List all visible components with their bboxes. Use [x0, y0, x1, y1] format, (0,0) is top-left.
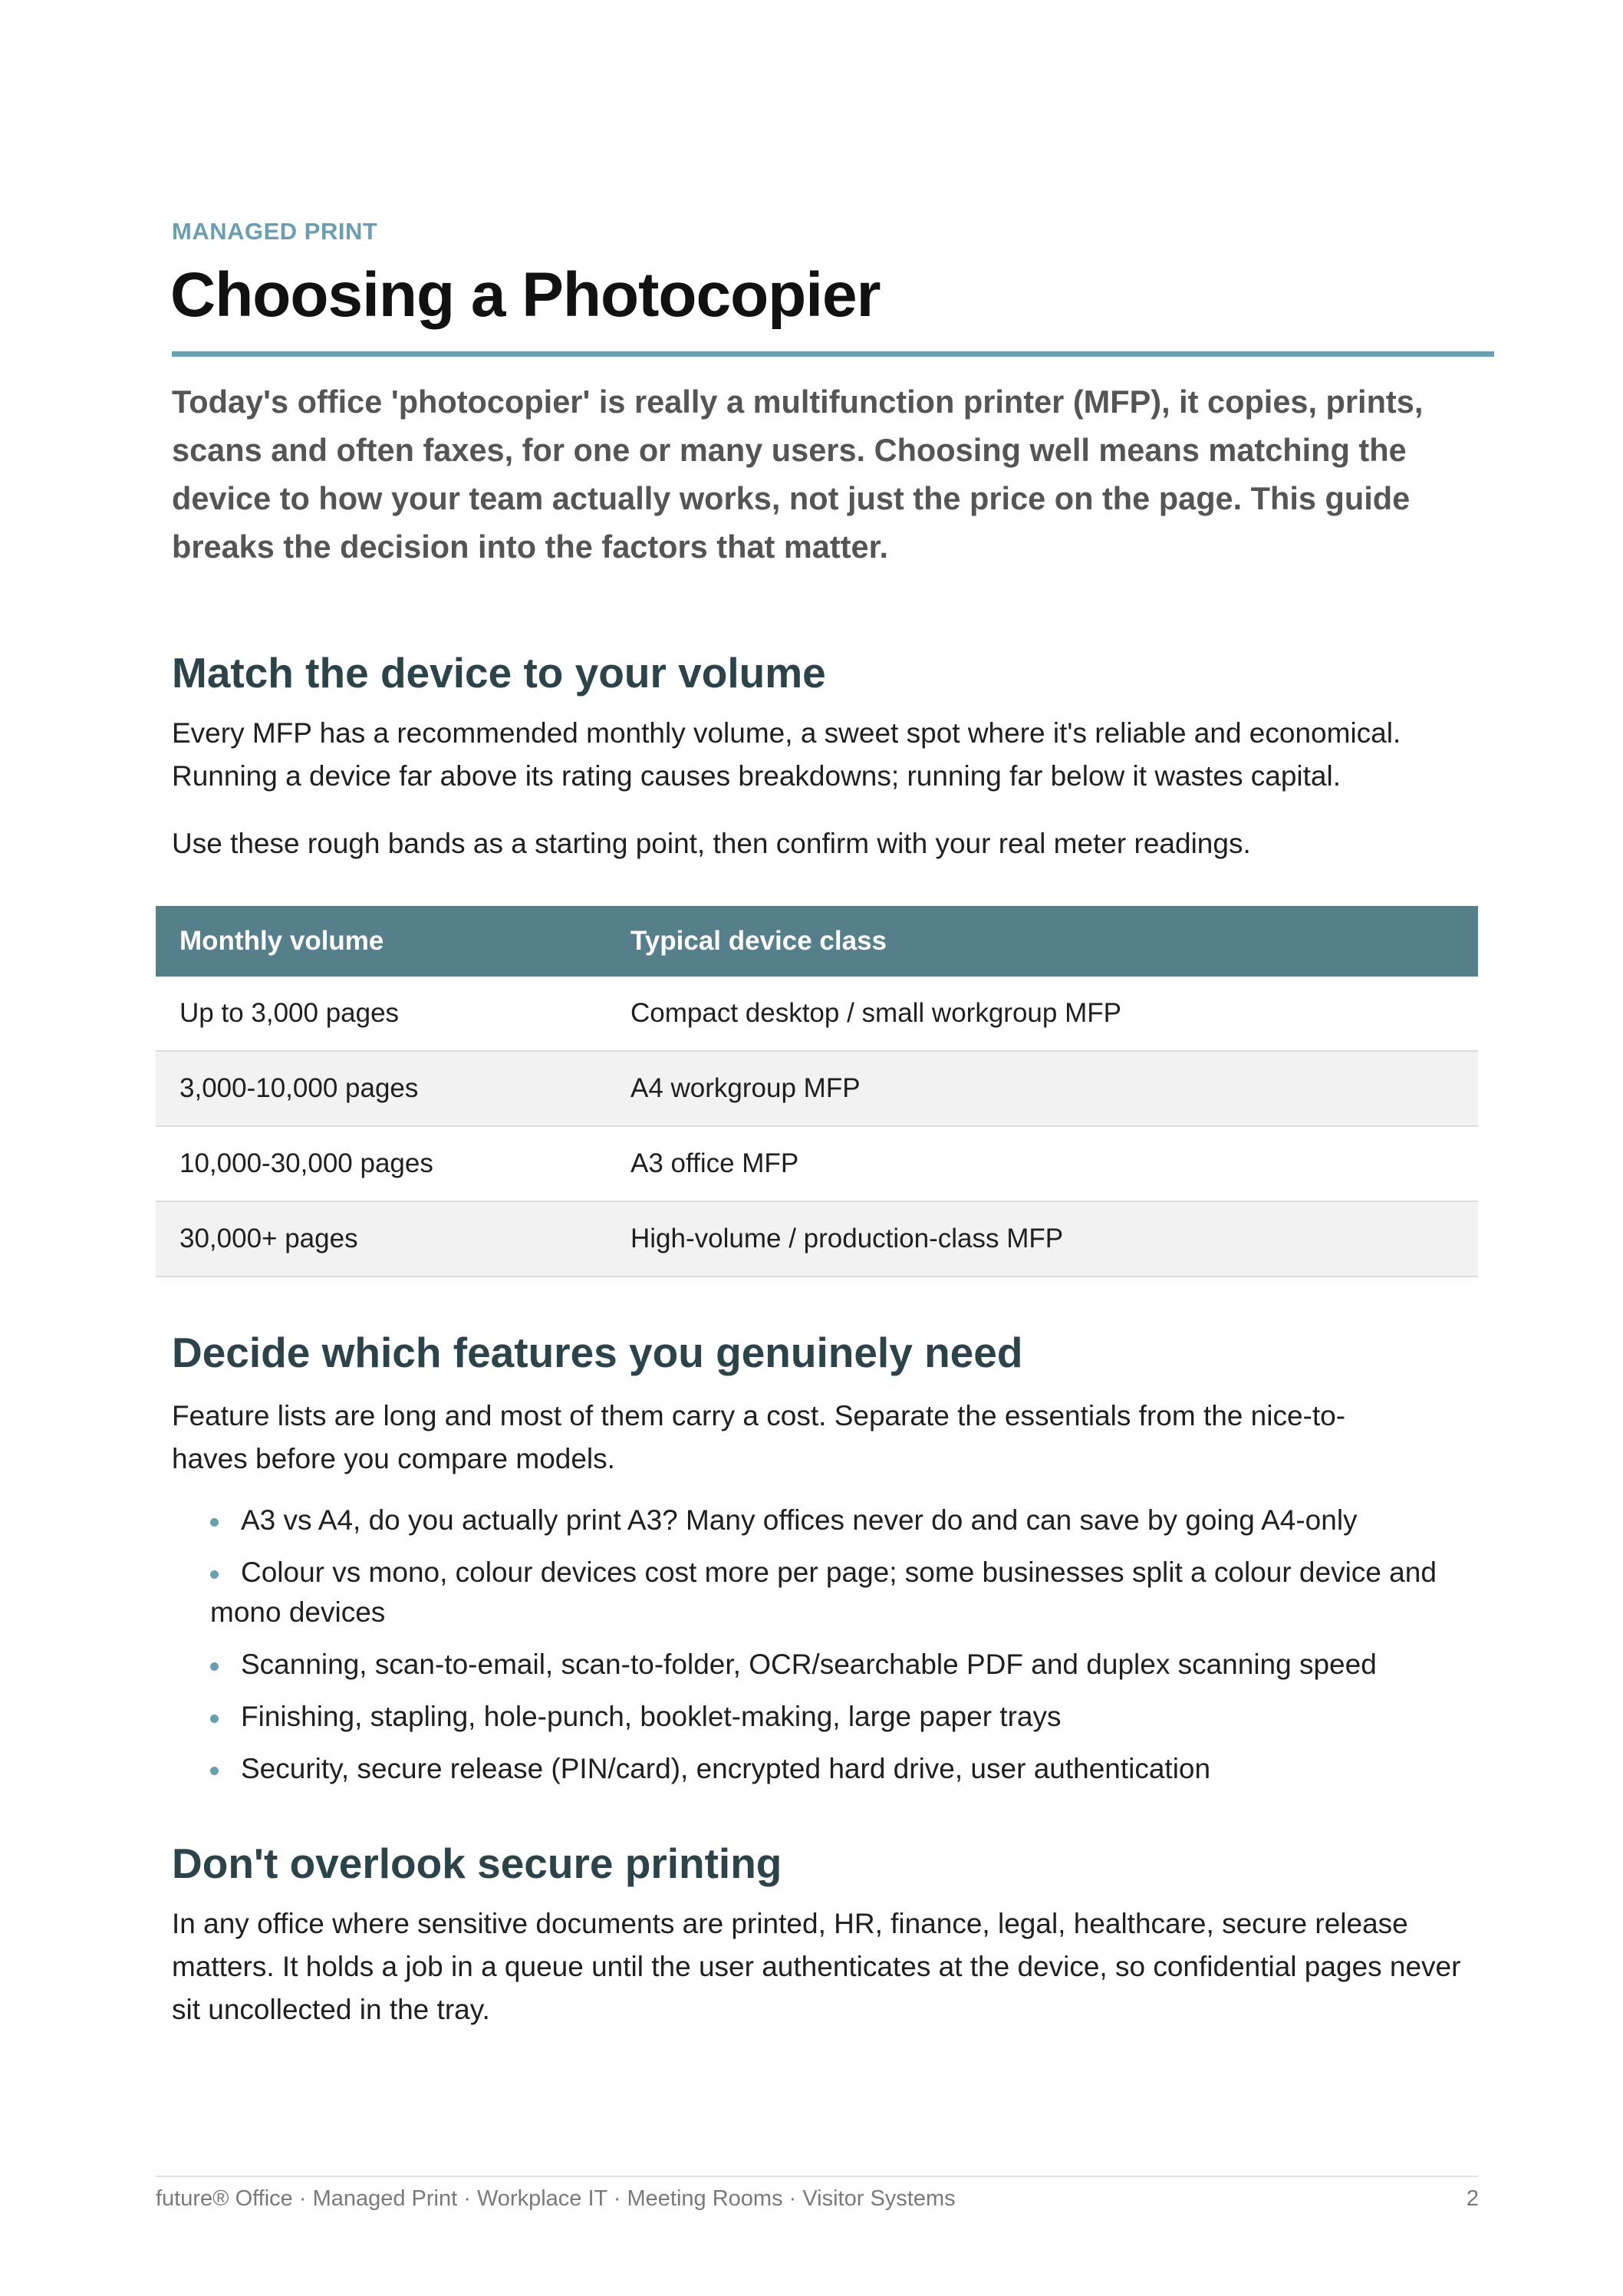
table-row [156, 1126, 1478, 1201]
table-row [156, 1051, 1478, 1126]
list-item [172, 1697, 1491, 1737]
heading-volume: Match the device to your volume [172, 649, 826, 697]
volume-table [156, 906, 1478, 1277]
volume-paragraph-2: Use these rough bands as a starting point, then confirm with your real meter readings. [172, 828, 1251, 859]
features-paragraph: Feature lists are long and most of them carry a cost. Separate the essentials from the nice-to-haves before you compare models. [172, 1400, 1346, 1474]
bullet-dot-icon [210, 1518, 219, 1527]
list-item [172, 1500, 1491, 1540]
secure-paragraph: In any office where sensitive documents are printed, HR, finance, legal, healthcare, secure release matters. It holds a job in a queue until the user authenticates at the device, so confidential pages never sit uncollected in the tray. [172, 1908, 1461, 2025]
footer-divider [156, 2176, 1478, 2177]
list-item-text: Security, secure release (PIN/card), encrypted hard drive, user authentication [241, 1753, 1211, 1784]
list-item-text: A3 vs A4, do you actually print A3? Many offices never do and can save by going A4-only [241, 1504, 1358, 1536]
list-item [172, 1645, 1491, 1685]
page-number: 2 [1466, 2186, 1479, 2211]
table-cell: A3 office MFP [607, 1126, 1478, 1201]
table-cell: 3,000-10,000 pages [156, 1051, 607, 1126]
table-header-row [156, 906, 1478, 977]
section-eyebrow: MANAGED PRINT [172, 218, 378, 245]
list-item-text: Finishing, stapling, hole-punch, booklet-making, large paper trays [241, 1701, 1062, 1732]
intro-paragraph: Today's office 'photocopier' is really a multifunction printer (MFP), it copies, prints, scans and often faxes, for one or many users. Choosing well means matching the device to how your team actually works, not just the price on the page. This guide breaks the decision into the factors that matter. [172, 384, 1424, 565]
table-cell: 30,000+ pages [156, 1201, 607, 1276]
table-row [156, 977, 1478, 1051]
table-cell: 10,000-30,000 pages [156, 1126, 607, 1201]
list-item-text: Colour vs mono, colour devices cost more per page; some businesses split a colour device and mono devices [210, 1556, 1437, 1628]
title-divider [172, 351, 1494, 357]
table-cell: Up to 3,000 pages [156, 977, 607, 1051]
footer-text: future® Office · Managed Print · Workplace IT · Meeting Rooms · Visitor Systems [156, 2186, 956, 2211]
list-item-text: Scanning, scan-to-email, scan-to-folder, OCR/searchable PDF and duplex scanning speed [241, 1649, 1377, 1680]
table-header-cell: Typical device class [607, 906, 1478, 977]
table-cell: Compact desktop / small workgroup MFP [607, 977, 1478, 1051]
table-header-cell: Monthly volume [156, 906, 607, 977]
page-title: Choosing a Photocopier [170, 260, 881, 330]
table-cell: High-volume / production-class MFP [607, 1201, 1478, 1276]
bullet-dot-icon [210, 1715, 219, 1723]
bullet-dot-icon [210, 1662, 219, 1671]
list-item [172, 1749, 1491, 1789]
table-cell: A4 workgroup MFP [607, 1051, 1478, 1126]
bullet-dot-icon [210, 1767, 219, 1775]
heading-secure: Don't overlook secure printing [172, 1840, 782, 1887]
list-item [172, 1553, 1491, 1632]
volume-paragraph-1: Every MFP has a recommended monthly volume, a sweet spot where it's reliable and economical. Running a device far above its rating causes breakdowns; running far below it wastes capital. [172, 717, 1401, 792]
bullet-dot-icon [210, 1570, 219, 1579]
table-row [156, 1201, 1478, 1276]
features-list [172, 1500, 1491, 1801]
heading-features: Decide which features you genuinely need [172, 1329, 1023, 1376]
